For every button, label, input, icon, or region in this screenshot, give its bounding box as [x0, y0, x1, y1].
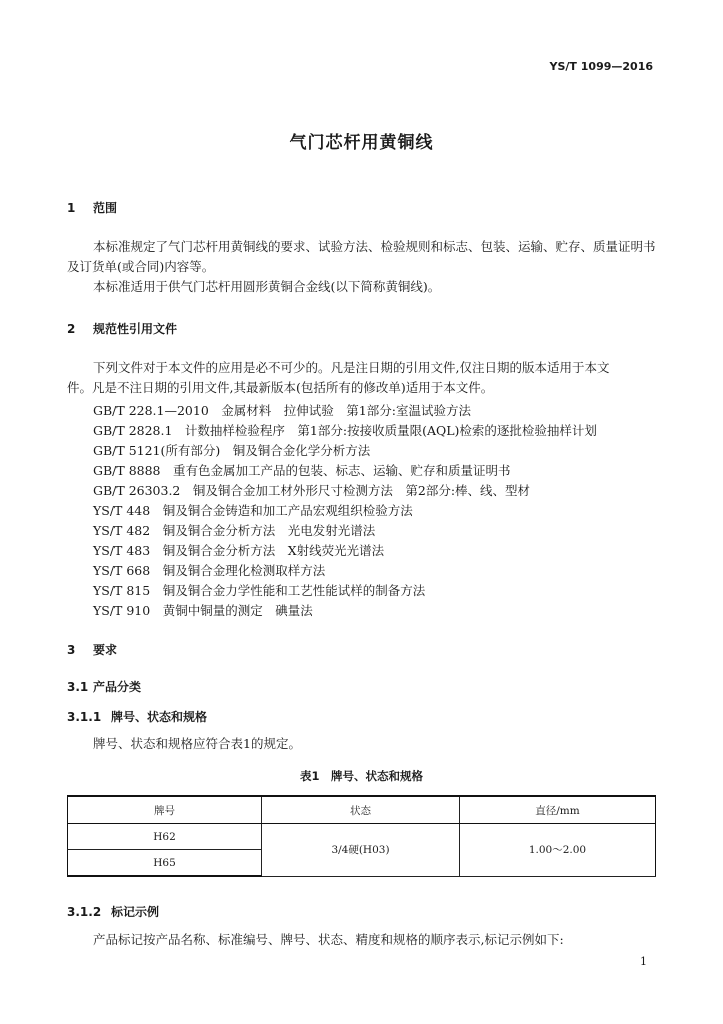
- section-number: 3: [67, 643, 76, 657]
- section-3-heading: [67, 641, 117, 658]
- reference-item: GB/T 8888 重有色金属加工产品的包装、标志、运输、贮存和质量证明书: [93, 463, 511, 478]
- references-intro-line-1: 下列文件对于本文件的应用是必不可少的。凡是注日期的引用文件,仅注日期的版本适用于本文: [93, 360, 610, 375]
- spec-table: [67, 795, 656, 877]
- scope-paragraph-1-line-2: 及订货单(或合同)内容等。: [67, 259, 215, 274]
- section-title: 牌号、状态和规格: [111, 710, 208, 724]
- section-number: 3.1.2: [67, 905, 102, 919]
- scope-paragraph-2: 本标准适用于供气门芯杆用圆形黄铜合金线(以下简称黄铜线)。: [93, 279, 441, 294]
- section-3-1-2-text: 产品标记按产品名称、标准编号、牌号、状态、精度和规格的顺序表示,标记示例如下:: [93, 932, 564, 947]
- reference-item: GB/T 228.1—2010 金属材料 拉伸试验 第1部分:室温试验方法: [93, 403, 471, 418]
- table-row: [68, 824, 656, 850]
- cell-grade: H65: [68, 850, 262, 877]
- reference-item: YS/T 910 黄铜中铜量的测定 碘量法: [93, 603, 313, 618]
- header-temper: 状态: [262, 796, 460, 824]
- reference-item: YS/T 668 铜及铜合金理化检测取样方法: [93, 563, 326, 578]
- reference-item: YS/T 448 铜及铜合金铸造和加工产品宏观组织检验方法: [93, 503, 413, 518]
- reference-item: GB/T 5121(所有部分) 铜及铜合金化学分析方法: [93, 443, 371, 458]
- document-title: 气门芯杆用黄铜线: [289, 133, 434, 153]
- header-grade: 牌号: [68, 796, 262, 824]
- cell-temper: 3/4硬(H03): [262, 824, 460, 877]
- standard-code: YS/T 1099—2016: [549, 60, 653, 73]
- section-title: 产品分类: [93, 680, 142, 694]
- section-2-heading: [67, 320, 177, 337]
- section-title: 标记示例: [111, 905, 160, 919]
- section-title: 规范性引用文件: [93, 322, 178, 336]
- section-title: 范围: [93, 201, 118, 215]
- section-number: 1: [67, 201, 76, 215]
- section-3-1-2-heading: [67, 903, 159, 920]
- reference-item: GB/T 2828.1 计数抽样检验程序 第1部分:按接收质量限(AQL)检索的逐批检验抽样计划: [93, 423, 597, 438]
- section-3-1-heading: [67, 678, 141, 695]
- section-number: 3.1: [67, 680, 89, 694]
- reference-item: YS/T 483 铜及铜合金分析方法 X射线荧光光谱法: [93, 543, 385, 558]
- reference-item: YS/T 815 铜及铜合金力学性能和工艺性能试样的制备方法: [93, 583, 426, 598]
- references-intro-line-2: 件。凡是不注日期的引用文件,其最新版本(包括所有的修改单)适用于本文件。: [67, 380, 494, 395]
- table-caption: 表1 牌号、状态和规格: [299, 769, 423, 783]
- page-number: 1: [640, 955, 647, 968]
- table-header-row: [68, 796, 656, 824]
- section-1-heading: [67, 199, 117, 216]
- section-number: 2: [67, 322, 76, 336]
- cell-grade: H62: [68, 824, 262, 850]
- header-diameter: 直径/mm: [460, 796, 656, 824]
- section-number: 3.1.1: [67, 710, 102, 724]
- scope-paragraph-1-line-1: 本标准规定了气门芯杆用黄铜线的要求、试验方法、检验规则和标志、包装、运输、贮存、质量证明书: [93, 239, 656, 254]
- reference-item: YS/T 482 铜及铜合金分析方法 光电发射光谱法: [93, 523, 376, 538]
- section-3-1-1-text: 牌号、状态和规格应符合表1的规定。: [93, 736, 301, 751]
- section-title: 要求: [93, 643, 118, 657]
- reference-item: GB/T 26303.2 铜及铜合金加工材外形尺寸检测方法 第2部分:棒、线、型材: [93, 483, 531, 498]
- cell-diameter: 1.00～2.00: [460, 824, 656, 877]
- section-3-1-1-heading: [67, 708, 207, 725]
